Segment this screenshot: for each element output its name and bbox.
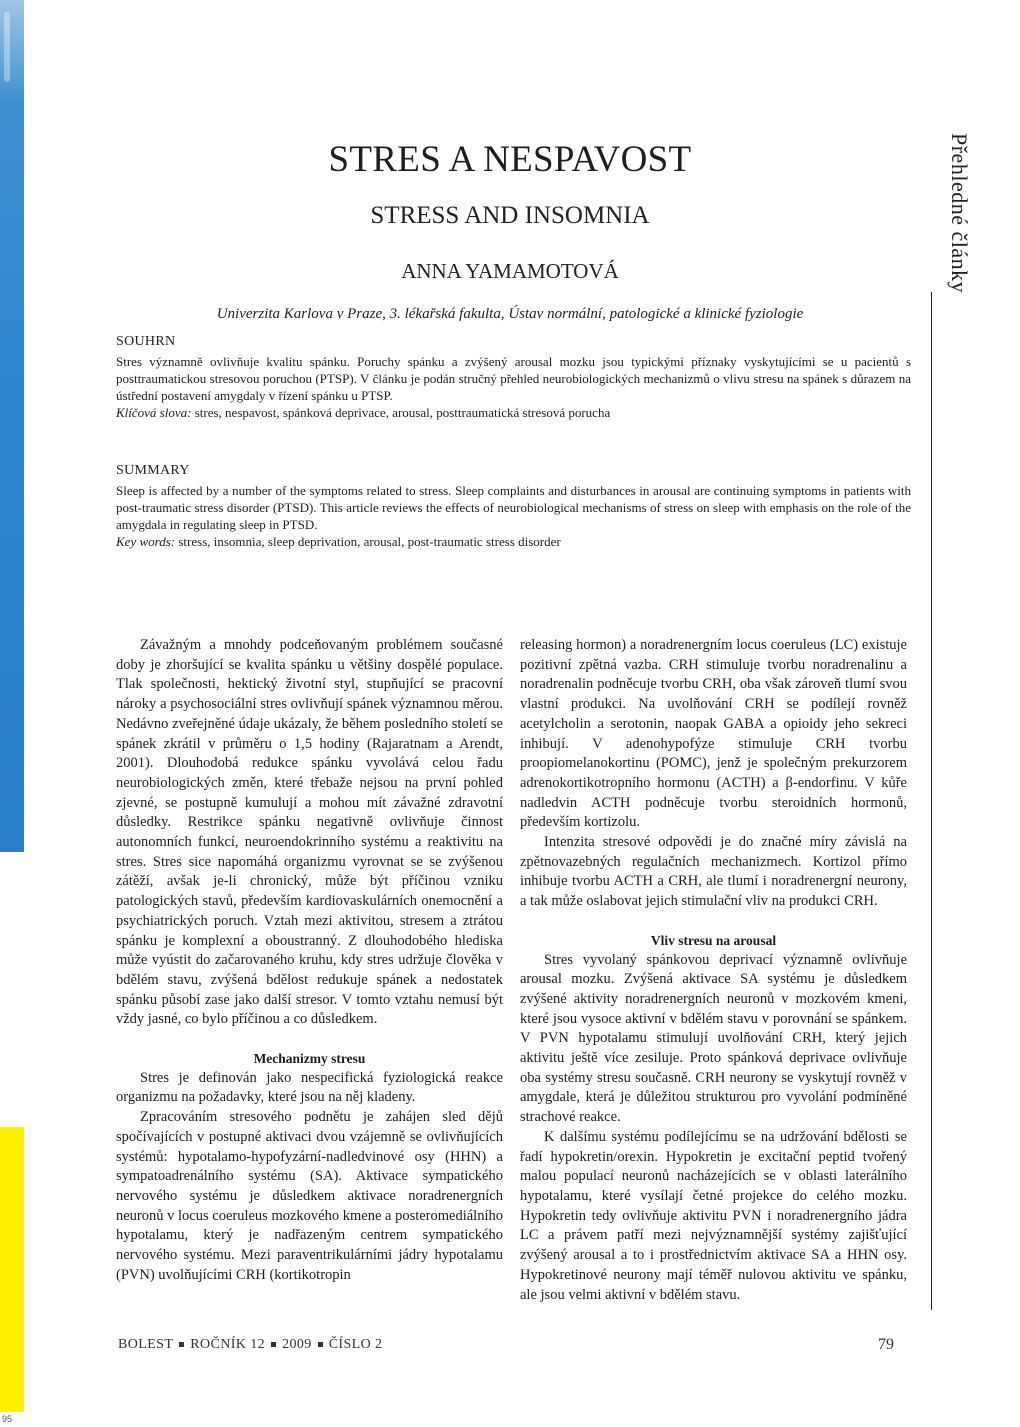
paragraph: Zpracováním stresového podnětu je zahájen sled dějů spočívajících v postupné aktivaci dvou vzájemně se ovlivňujících systémů: hypotalamo-hypofyzární-nadledvinové osy (HHN) a sympatoadrenálního systému (SA). Aktivace sympatického nervového systému je důsledkem aktivace noradrenergních neuronů v locus coeruleus mozkového kmene a posteromediálního hypotalamu, který je nadřazeným centrem sympatického nervového systému. Mezi paraventrikulárními jádry hypotalamu (PVN) uvolňujícími CRH (kortikotropin (116, 1109, 503, 1283)
page-number: 79 (878, 1336, 894, 1353)
section-heading-mechanizmy: Mechanizmy stresu (253, 1051, 366, 1067)
journal-name: BOLEST (118, 1337, 174, 1352)
journal-issue: ČÍSLO 2 (328, 1337, 383, 1352)
souhrn-abstract (116, 333, 911, 421)
author-affiliation: Univerzita Karlova v Praze, 3. lékařská fakulta, Ústav normální, patologické a klinické fyziologie (216, 306, 804, 322)
article-title: STRES A NESPAVOST (328, 139, 692, 180)
souhrn-text: Stres významně ovlivňuje kvalitu spánku. Poruchy spánku a zvýšený arousal mozku jsou typickými příznaky vyskytujícími se u pacientů s posttraumatickou stresovou poruchou (PTSP). V článku je podán stručný přehled neurobiologických mechanizmů o vlivu stresu na spánek s důrazem na ústřední postavení amygdaly v řízení spánku u PTSP. (116, 354, 911, 403)
summary-heading: SUMMARY (116, 463, 190, 478)
article-subtitle: STRESS AND INSOMNIA (370, 202, 650, 229)
separator-square-icon (318, 1342, 323, 1347)
section-label: Přehledné články (947, 133, 972, 294)
journal-volume: ROČNÍK 12 (190, 1337, 266, 1352)
body-column-left (116, 636, 503, 1286)
author-name: ANNA YAMAMOTOVÁ (401, 259, 619, 283)
summary-text: Sleep is affected by a number of the symptoms related to stress. Sleep complaints and disturbances in arousal are continuing symptoms in patients with post-traumatic stress disorder (PTSD). This article reviews the effects of neurobiological mechanisms of stress on sleep with emphasis on the role of the amygdala in regulating sleep in PTSD. (116, 483, 911, 532)
paragraph: K dalšímu systému podílejícímu se na udržování bdělosti se řadí hypokretin/orexin. Hypokretin je excitační peptid tvořený malou populací neuronů nacházejících se v oblasti laterálního hypotalamu, které vysílají četné projekce do celého mozku. Hypokretin tedy ovlivňuje aktivitu PVN i noradrenergního jádra LC a právem patří mezi nejvýznamnější systémy zajišťující zvýšený arousal a to i prostřednictvím aktivace SA a HHN osy. Hypokretinové neurony mají téměř nulovou aktivitu ve spánku, ale jsou velmi aktivní v bdělém stavu. (520, 1128, 907, 1303)
body-column-right (520, 636, 907, 1305)
souhrn-heading: SOUHRN (116, 334, 176, 349)
journal-footer (118, 1337, 382, 1353)
summary-keywords (116, 533, 911, 550)
journal-year: 2009 (282, 1337, 312, 1352)
souhrn-keywords-label: Klíčová slova: (116, 405, 192, 420)
left-edge-blue-tab (0, 0, 24, 852)
paragraph: Stres je definován jako nespecifická fyziologická reakce organizmu na požadavky, které jsou na něj kladeny. (116, 1069, 503, 1106)
paragraph: Intenzita stresové odpovědi je do značné míry závislá na zpětnovazebných regulačních mechanizmech. Kortizol přímo inhibuje tvorbu ACTH a CRH, ale tlumí i noradrenergní neurony, a tak může oslabovat jejich stimulační vliv na produkci CRH. (520, 834, 907, 910)
section-heading-arousal: Vliv stresu na arousal (650, 932, 777, 948)
paragraph: Závažným a mnohdy podceňovaným problémem současné doby je zhoršující se kvalita spánku u většiny dospělé populace. Tlak společnosti, hektický životní styl, stupňující se pracovní nároky a psychosociální stres ovlivňují spánek významnou měrou. Nedávno zveřejněné údaje ukázaly, že během posledního století se spánek zkrátil v průměru o 1,5 hodiny (Rajaratnam a Arendt, 2001). Dlouhodobá redukce spánku vyvolává celou řadu neurobiologických změn, které třebaže nejsou na první pohled zjevné, se postupně kumulují a mohou mít závažné zdravotní důsledky. Restrikce spánku negativně ovlivňuje činnost autonomních funkcí, neuroendokrinního systému a reaktivitu na stres. Stres sice napomáhá organizmu vyrovnat se se zvýšenou zátěží, avšak je-li chronický, může být příčinou vzniku patologických stavů, především kardiovaskulárních onemocnění a psychiatrických poruch. Vztah mezi aktivitou, stresem a ztrátou spánku je komplexní a oboustranný. Z dlouhodobého hlediska může vyústit do začarovaného kruhu, kdy stres udržuje člověka v bdělém stavu, zvýšená bdělost redukuje spánek a nedostatek spánku působí zase jako další stresor. V tomto vztahu nemusí být vždy jasné, co bylo příčinou a co důsledkem. (116, 637, 503, 1028)
summary-abstract (116, 462, 911, 550)
section-divider-rule (931, 292, 932, 1310)
souhrn-keywords-text: stres, nespavost, spánková deprivace, arousal, posttraumatická stresová porucha (191, 405, 611, 420)
paragraph: releasing hormon) a noradrenergním locus coeruleus (LC) existuje pozitivní zpětná vazba. CRH stimuluje tvorbu noradrenalinu a noradrenalin podněcuje tvorbu CRH, oba však zároveň tlumí svou vlastní produkci. Na uvolňování CRH se podílejí rovněž acetylcholin a serotonin, naopak GABA a opioidy jeho sekreci inhibují. V adenohypofýze stimuluje CRH tvorbu proopiomelanokortinu (POMC), jenž je společným prekurzorem adrenokortikotropního hormonu (ACTH) a β-endorfinu. V kůře nadledvin ACTH podněcuje tvorbu steroidních hormonů, především kortizolu. (520, 637, 907, 831)
summary-keywords-label: Key words: (116, 534, 176, 549)
summary-keywords-text: stress, insomnia, sleep deprivation, arousal, post-traumatic stress disorder (175, 534, 561, 549)
corner-page-number: 95 (2, 1414, 13, 1424)
souhrn-keywords (116, 404, 911, 421)
paragraph: Stres vyvolaný spánkovou deprivací významně ovlivňuje arousal mozku. Zvýšená aktivace SA systému je důsledkem zvýšené aktivity noradrenergních neuronů v mozkovém kmeni, které jsou vysoce aktivní v bdělém stavu v porovnání se spánkem. V PVN hypotalamu stimulují uvolňování CRH, který jejich aktivitu ještě více zesiluje. Proto spánková deprivace ovlivňuje oba systémy stresu současně. CRH neurony se vyskytují rovněž v amygdale, která je důležitou strukturou pro vyvolání podmíněné strachové reakce. (520, 951, 907, 1126)
left-edge-yellow-tab (0, 1127, 24, 1412)
separator-square-icon (179, 1342, 184, 1347)
separator-square-icon (271, 1342, 276, 1347)
